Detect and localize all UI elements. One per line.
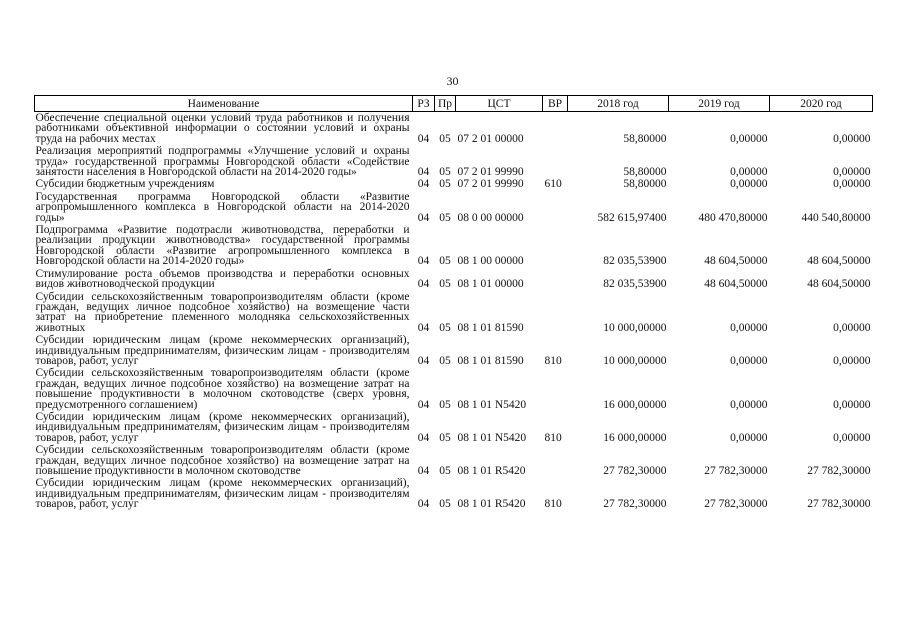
cell-y2019: 48 604,50000 (704, 278, 768, 291)
budget-table (34, 95, 873, 511)
cell-cst: 08 1 00 00000 (457, 255, 524, 268)
cell-name (35, 334, 413, 367)
cell-vr: 810 (544, 431, 562, 444)
cell-y2018: 16 000,00000 (603, 431, 667, 444)
table-row (35, 112, 873, 146)
cell-cst: 08 1 01 N5420 (457, 431, 527, 444)
cell-pr: 05 (439, 278, 451, 291)
cell-rz: 04 (417, 178, 430, 191)
header-pr: Пр (435, 96, 456, 112)
table-row (35, 224, 873, 268)
row-name-text: Подпрограмма «Развитие подотрасли животноводства, переработки и реализации продукции животноводства» государственной программы Новгородской области «Развитие агропромышленного комплекса в Новгородской области на 2014-2020 годы» (35, 224, 410, 268)
cell-y2020: 48 604,50000 (807, 278, 871, 291)
cell-y2019: 27 782,30000 (704, 465, 768, 477)
cell-cst: 08 1 01 N5420 (457, 398, 527, 411)
cell-pr: 05 (439, 498, 451, 511)
cell-name (35, 444, 413, 477)
cell-y2018: 27 782,30000 (603, 465, 667, 477)
row-name-text: Субсидии сельскохозяйственным товаропроизводителям области (кроме граждан, ведущих личное подсобное хозяйство) на возмещение затрат на повышение продуктивности в молочном скотоводстве (35, 444, 410, 477)
cell-y2019: 480 470,80000 (698, 211, 768, 224)
cell-name (35, 224, 413, 268)
cell-vr (543, 145, 568, 178)
cell-vr (543, 224, 568, 268)
table-row (35, 477, 873, 510)
cell-pr: 05 (439, 255, 451, 268)
row-name-text: Государственная программа Новгородской области «Развитие агропромышленного комплекса в Новгородской области на 2014-2020 годы» (35, 190, 410, 224)
cell-y2018: 58,80000 (623, 178, 667, 191)
cell-y2019: 27 782,30000 (704, 498, 768, 511)
cell-cst: 08 1 01 R5420 (457, 498, 526, 511)
cell-rz: 04 (417, 321, 430, 334)
cell-vr (543, 291, 568, 335)
cell-rz: 04 (417, 211, 430, 224)
cell-y2020: 0,00000 (833, 398, 871, 411)
row-name-text: Стимулирование роста объемов производства и переработки основных видов животноводческой продукции (35, 267, 410, 291)
cell-y2018: 582 615,97400 (597, 211, 667, 224)
cell-y2019: 48 604,50000 (704, 255, 768, 268)
cell-vr (543, 444, 568, 477)
cell-pr: 05 (439, 321, 451, 334)
cell-y2020: 0,00000 (833, 354, 871, 367)
cell-y2019: 0,00000 (730, 354, 768, 367)
cell-y2018: 27 782,30000 (603, 498, 667, 511)
cell-name (35, 178, 413, 190)
cell-name (35, 145, 413, 178)
cell-name (35, 367, 413, 411)
cell-y2019: 0,00000 (730, 431, 768, 444)
header-rz: РЗ (413, 96, 435, 112)
cell-rz: 04 (417, 166, 430, 179)
cell-vr: 610 (544, 178, 562, 191)
table-header-row (35, 96, 873, 112)
cell-cst: 08 0 00 00000 (457, 211, 524, 224)
row-name-text: Обеспечение специальной оценки условий труда работников и получения работниками объективной информации о состоянии условий и охраны труда на рабочих местах (35, 112, 410, 145)
cell-y2019: 0,00000 (730, 178, 768, 191)
cell-y2020: 0,00000 (833, 178, 871, 191)
cell-vr (543, 268, 568, 291)
cell-pr: 05 (439, 465, 451, 477)
cell-pr: 05 (439, 354, 451, 367)
row-name-text: Субсидии сельскохозяйственным товаропроизводителям области (кроме граждан, ведущих личное подсобное хозяйство) на возмещение затрат на повышение продуктивности в молочном скотоводстве (сверх уровня, предусмотренного соглашением) (35, 367, 410, 411)
cell-y2018: 82 035,53900 (603, 255, 667, 268)
cell-rz: 04 (417, 398, 430, 411)
table-row (35, 191, 873, 224)
cell-y2019: 0,00000 (730, 166, 768, 179)
row-name-text: Субсидии сельскохозяйственным товаропроизводителям области (кроме граждан, ведущих личное подсобное хозяйство) на возмещение части затрат на приобретение племенного молодняка сельскохозяйственных животных (35, 290, 410, 334)
cell-name (35, 291, 413, 335)
header-cst: ЦСТ (456, 96, 543, 112)
cell-y2018: 58,80000 (623, 132, 667, 145)
cell-cst: 08 1 01 00000 (457, 278, 524, 291)
cell-cst: 08 1 01 81590 (457, 321, 524, 334)
row-name-text: Субсидии бюджетным учреждениям (35, 178, 215, 191)
cell-pr: 05 (439, 178, 451, 191)
cell-vr: 810 (544, 354, 562, 367)
cell-rz: 04 (417, 498, 430, 511)
row-name-text: Субсидии юридическим лицам (кроме некоммерческих организаций), индивидуальным предпринимателям, физическим лицам - производителям товаров, работ, услуг (35, 410, 410, 444)
cell-vr: 810 (544, 498, 562, 511)
cell-name (35, 477, 413, 510)
cell-pr: 05 (439, 431, 451, 444)
cell-y2019: 0,00000 (730, 321, 768, 334)
cell-y2019: 0,00000 (730, 398, 768, 411)
table-row (35, 291, 873, 335)
header-vr: ВР (543, 96, 568, 112)
cell-y2020: 27 782,30000 (807, 465, 871, 477)
cell-y2020: 0,00000 (833, 166, 871, 179)
cell-rz: 04 (417, 132, 430, 145)
cell-rz: 04 (417, 278, 430, 291)
row-name-text: Субсидии юридическим лицам (кроме некоммерческих организаций), индивидуальным предпринимателям, физическим лицам - производителям товаров, работ, услуг (35, 334, 410, 367)
table-row (35, 334, 873, 367)
cell-pr: 05 (439, 166, 451, 179)
header-2018: 2018 год (568, 96, 669, 112)
header-name: Наименование (35, 96, 413, 112)
cell-cst: 08 1 01 R5420 (457, 465, 526, 477)
cell-pr: 05 (439, 132, 451, 145)
cell-y2018: 10 000,00000 (603, 321, 667, 334)
table-row (35, 268, 873, 291)
table-row (35, 145, 873, 178)
table-row (35, 444, 873, 477)
page-number: 30 (446, 74, 459, 88)
cell-y2019: 0,00000 (730, 132, 768, 145)
cell-name (35, 191, 413, 224)
cell-cst: 08 1 01 81590 (457, 354, 524, 367)
cell-vr (543, 191, 568, 224)
cell-rz: 04 (417, 465, 430, 477)
cell-y2018: 10 000,00000 (603, 354, 667, 367)
cell-y2020: 48 604,50000 (807, 255, 871, 268)
cell-cst: 07 2 01 99990 (457, 178, 524, 191)
cell-rz: 04 (417, 431, 430, 444)
cell-y2020: 0,00000 (833, 321, 871, 334)
cell-vr (543, 367, 568, 411)
cell-rz: 04 (417, 255, 430, 268)
header-2019: 2019 год (669, 96, 770, 112)
table-row (35, 411, 873, 444)
cell-name (35, 112, 413, 146)
cell-y2020: 0,00000 (833, 431, 871, 444)
cell-cst: 07 2 01 99990 (457, 166, 524, 179)
cell-name (35, 411, 413, 444)
row-name-text: Субсидии юридическим лицам (кроме некоммерческих организаций), индивидуальным предпринимателям, физическим лицам - производителям товаров, работ, услуг (35, 477, 410, 511)
cell-pr: 05 (439, 398, 451, 411)
cell-y2018: 16 000,00000 (603, 398, 667, 411)
cell-y2020: 0,00000 (833, 132, 871, 145)
table-row (35, 178, 873, 190)
cell-name (35, 268, 413, 291)
header-2020: 2020 год (770, 96, 873, 112)
cell-pr: 05 (439, 211, 451, 224)
cell-y2020: 27 782,30000 (807, 498, 871, 511)
cell-y2018: 58,80000 (623, 166, 667, 179)
cell-y2018: 82 035,53900 (603, 278, 667, 291)
cell-vr (543, 112, 568, 146)
cell-y2020: 440 540,80000 (801, 211, 871, 224)
cell-cst: 07 2 01 00000 (457, 132, 524, 145)
row-name-text: Реализация мероприятий подпрограммы «Улучшение условий и охраны труда» государственной программы Новгородской области «Содействие занятости населения в Новгородской области на 2014-2020 годы» (35, 145, 410, 179)
cell-rz: 04 (417, 354, 430, 367)
table-row (35, 367, 873, 411)
